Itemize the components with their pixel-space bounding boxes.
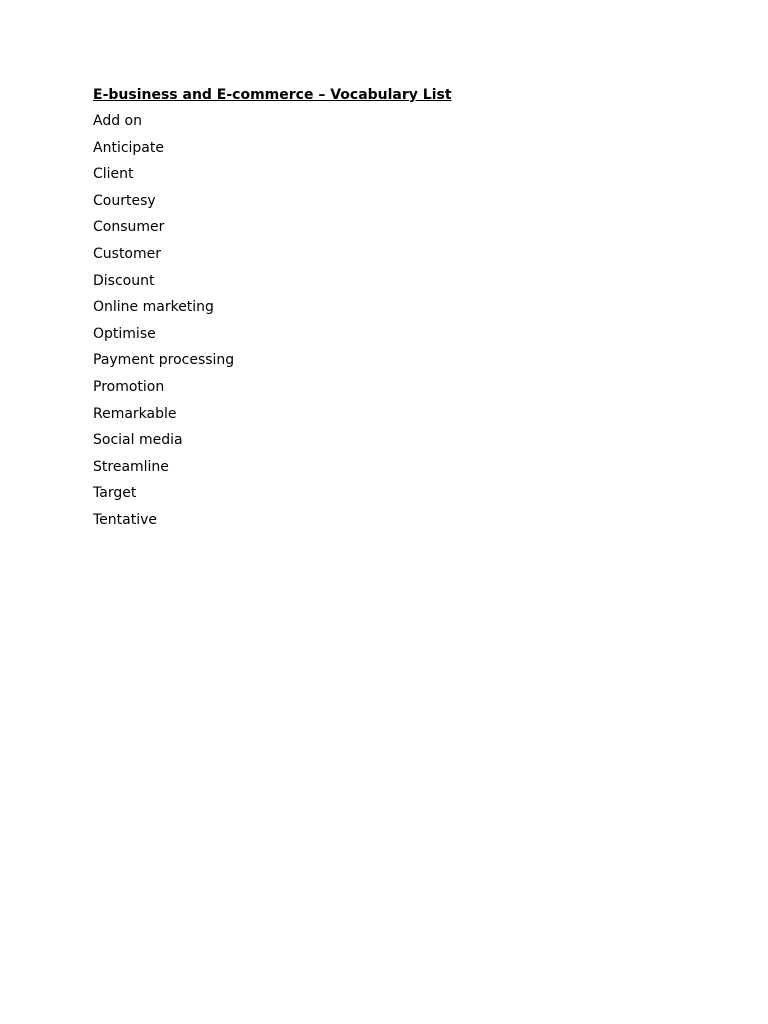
vocabulary-item: Remarkable: [93, 405, 177, 422]
document-body: [93, 86, 693, 538]
vocabulary-item: Streamline: [93, 458, 169, 475]
vocabulary-item: Courtesy: [93, 192, 156, 209]
vocabulary-item: Client: [93, 166, 134, 183]
vocabulary-item: Optimise: [93, 325, 156, 342]
vocabulary-item: Target: [93, 485, 137, 502]
vocabulary-item: Online marketing: [93, 299, 214, 316]
vocabulary-item: Anticipate: [93, 139, 164, 156]
vocabulary-item: Payment processing: [93, 352, 235, 369]
vocabulary-item: Social media: [93, 432, 183, 449]
vocabulary-item: Add on: [93, 113, 142, 129]
document-title: E-business and E-commerce – Vocabulary List: [93, 87, 452, 103]
vocabulary-item: Customer: [93, 245, 162, 262]
vocabulary-list: [93, 112, 693, 529]
vocabulary-item: Discount: [93, 272, 155, 289]
vocabulary-item: Consumer: [93, 219, 165, 236]
vocabulary-item: Promotion: [93, 378, 165, 395]
vocabulary-item: Tentative: [93, 511, 158, 528]
